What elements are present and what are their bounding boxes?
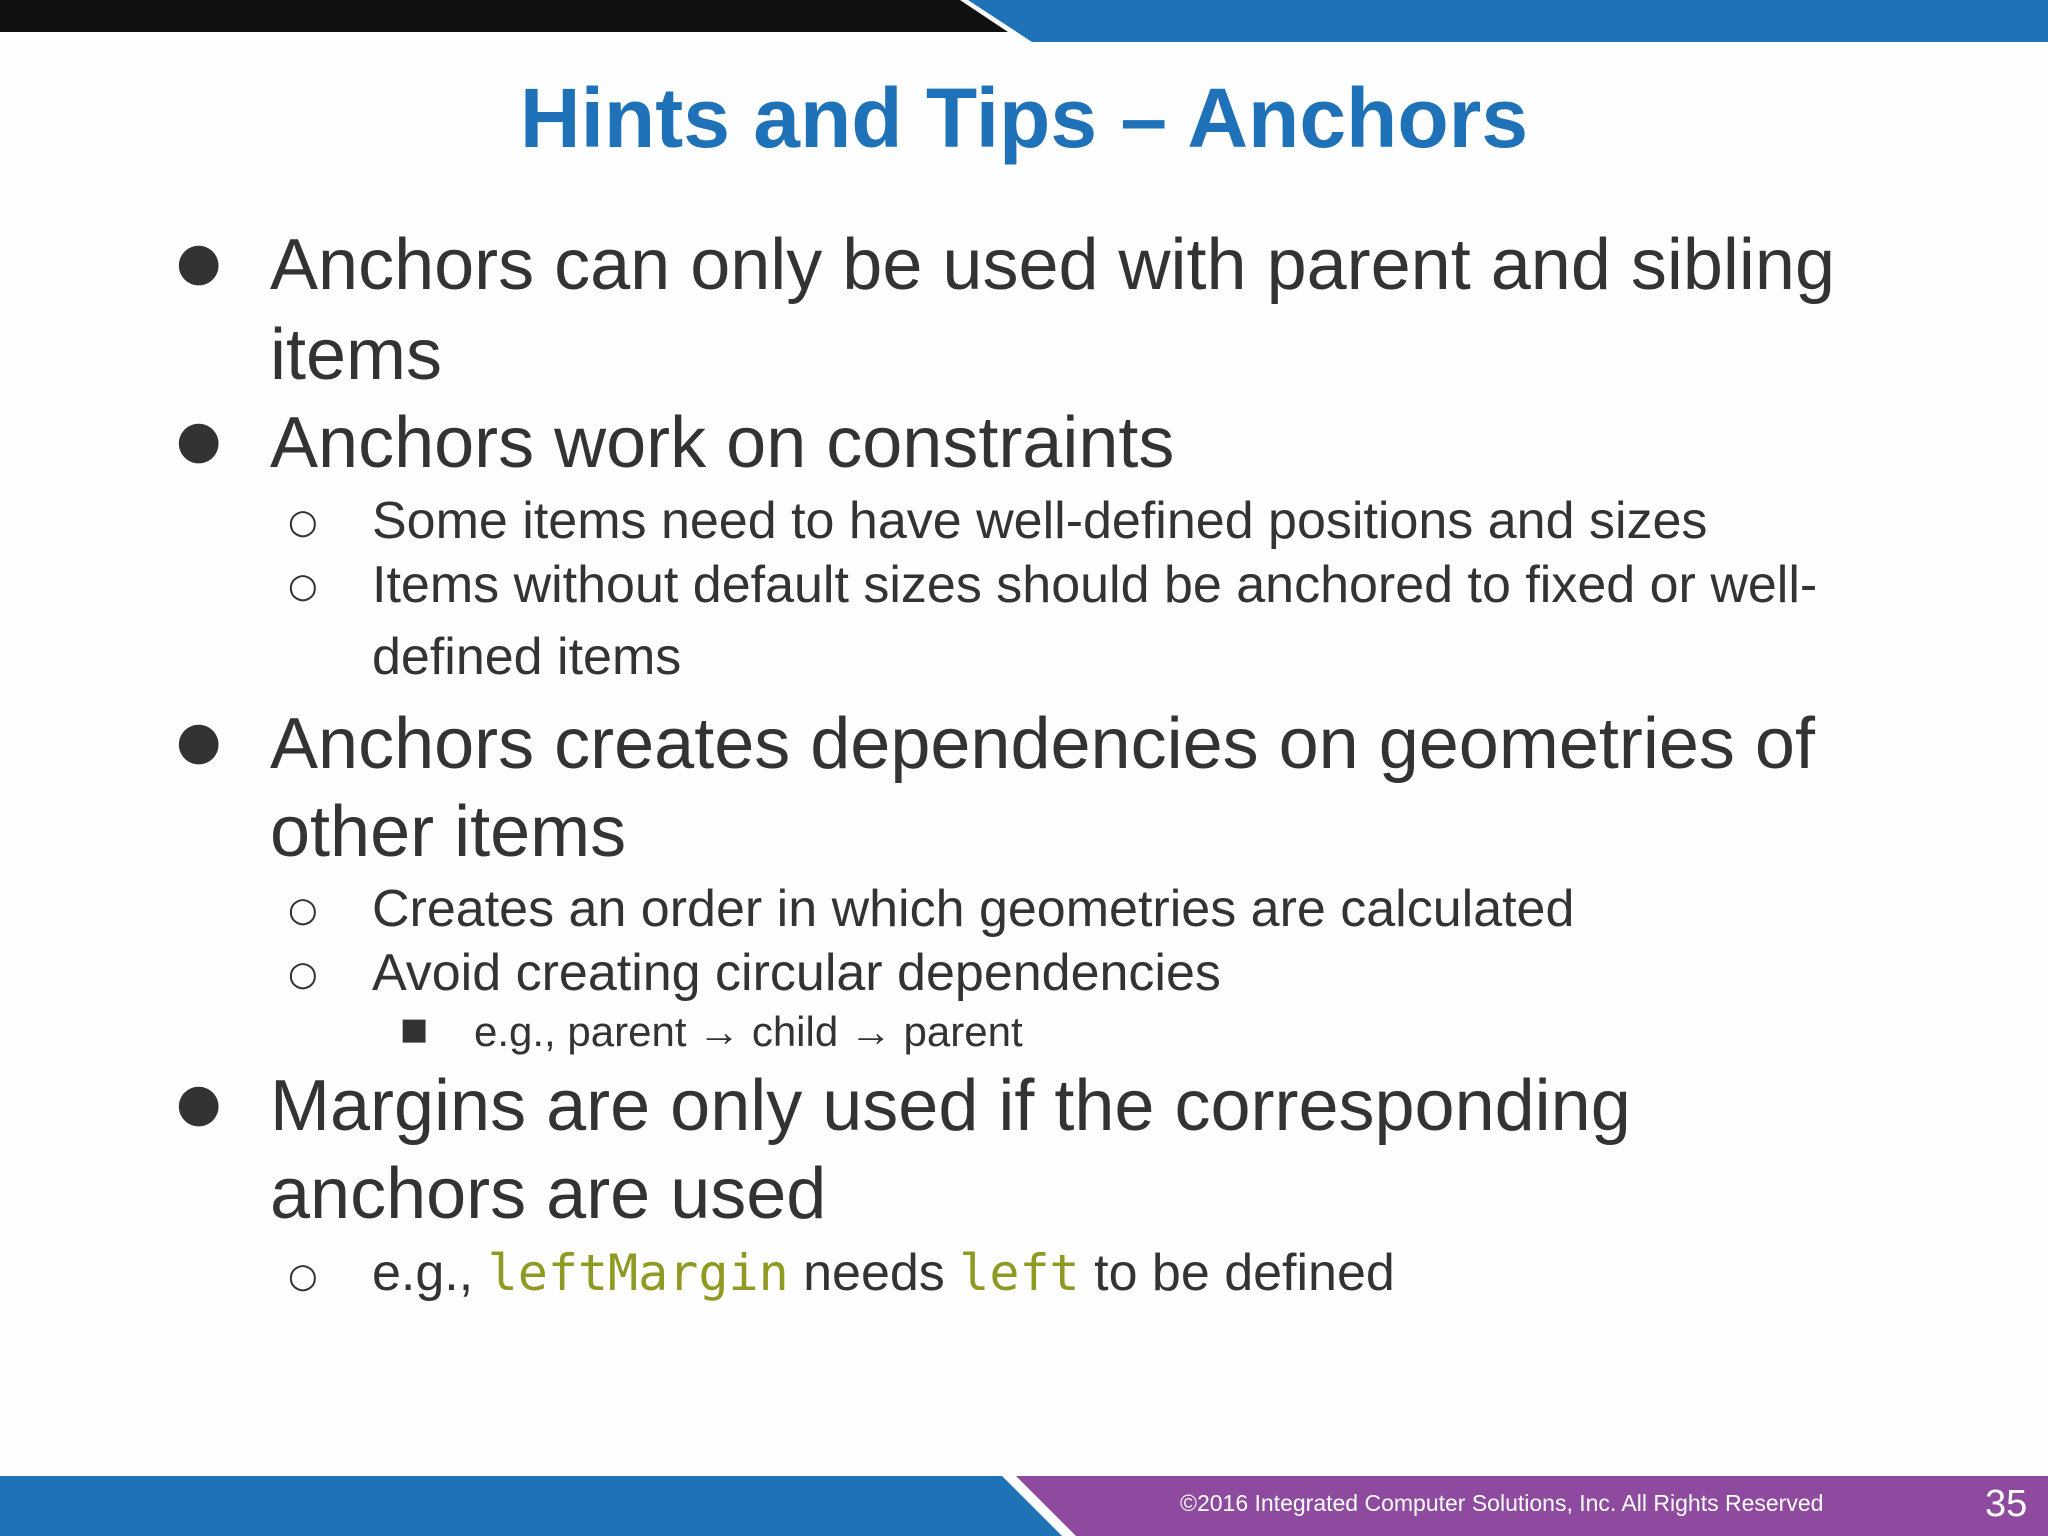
sub-bullet-marker: ○ <box>288 502 318 542</box>
sub-bullet-suffix: to be defined <box>1079 1244 1395 1302</box>
bullet-text: Anchors can only be used with parent and sibling <box>270 225 1835 305</box>
sub-bullet-text: Some items need to have well-defined positions and sizes <box>372 492 1708 550</box>
bullet-marker: ● <box>176 711 222 771</box>
sub-bullet-marker: ○ <box>288 566 318 606</box>
code-left: left <box>959 1244 1080 1302</box>
footer-copyright: ©2016 Integrated Computer Solutions, Inc. All Rights Reserved <box>1180 1490 1824 1516</box>
bullet-text: Margins are only used if the corresponding <box>270 1066 1631 1146</box>
bottom-band-blue <box>0 1476 1062 1536</box>
sub-bullet-marker: ○ <box>288 954 318 994</box>
sub-bullet-marker: ○ <box>288 890 318 930</box>
sub-bullet-text-continued: defined items <box>372 628 682 686</box>
slide-title: Hints and Tips – Anchors <box>519 71 1529 165</box>
sub-sub-bullet-marker: ■ <box>400 1012 429 1047</box>
sub-bullet-text: Avoid creating circular dependencies <box>372 944 1221 1002</box>
bullet-text: Anchors creates dependencies on geometries of <box>270 704 1815 784</box>
bullet-marker: ● <box>176 1073 222 1133</box>
sub-bullet-prefix: e.g., <box>372 1244 488 1302</box>
sub-bullet-text: Creates an order in which geometries are calculated <box>372 880 1575 938</box>
bullet-text: Anchors work on constraints <box>270 403 1175 483</box>
page-number: 35 <box>1985 1483 2028 1525</box>
sub-bullet-text <box>372 1237 1395 1309</box>
bullet-text-continued: anchors are used <box>270 1154 827 1234</box>
bullet-text-continued: items <box>270 315 443 395</box>
bullet-marker: ● <box>176 410 222 470</box>
sub-bullet-middle: needs <box>788 1244 960 1302</box>
sub-bullet-text: Items without default sizes should be anchored to fixed or well- <box>372 556 1818 614</box>
sub-bullet-marker: ○ <box>288 1256 318 1296</box>
bullet-text-continued: other items <box>270 792 627 872</box>
bullet-marker: ● <box>176 232 222 292</box>
sub-sub-bullet-text: e.g., parent → child → parent <box>474 1008 1023 1055</box>
code-left-margin: leftMargin <box>487 1244 789 1302</box>
